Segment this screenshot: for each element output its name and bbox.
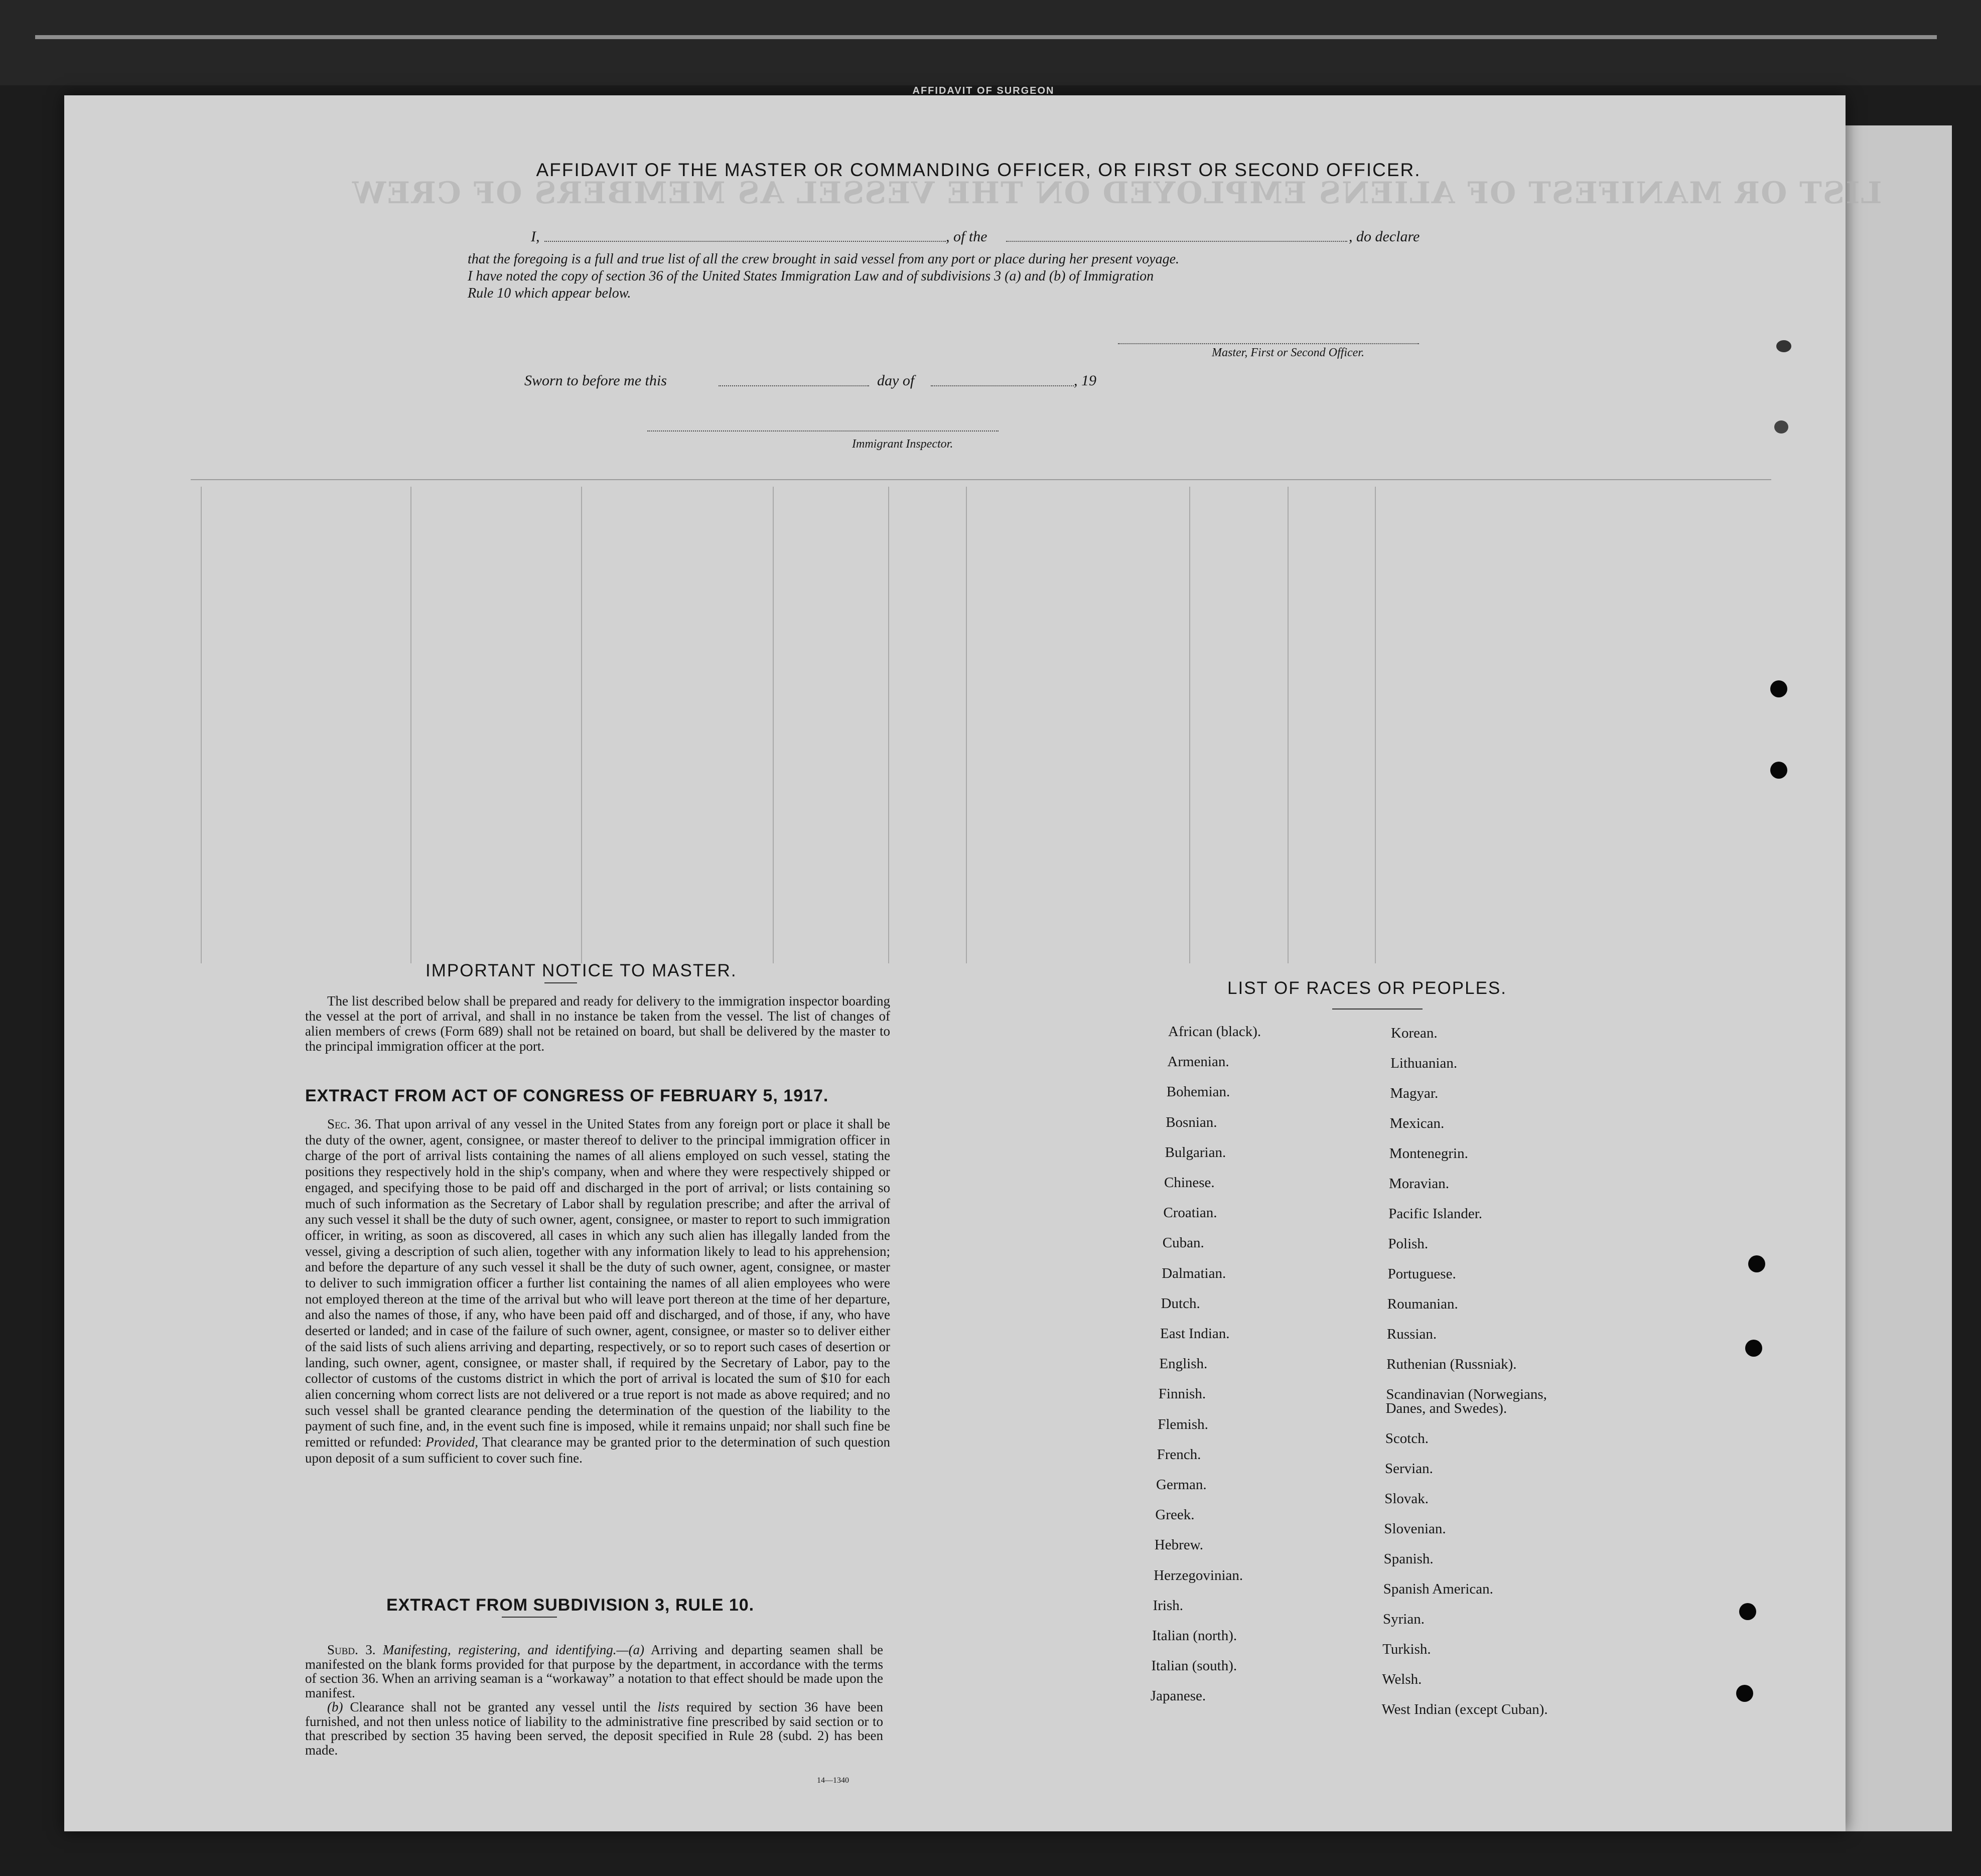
race-item: Russian.	[1387, 1326, 1437, 1342]
ghost-rule	[1189, 487, 1190, 963]
punch-hole-icon	[1736, 1685, 1753, 1702]
document-page	[64, 95, 1846, 1831]
subd-b-label: (b)	[327, 1699, 343, 1714]
race-item: Greek.	[1155, 1507, 1195, 1523]
race-item: Dalmatian.	[1162, 1265, 1226, 1281]
section-36-text	[305, 1116, 890, 1466]
section-36-paragraph	[305, 1116, 890, 1466]
notice-text	[305, 993, 890, 1054]
ghost-rule	[191, 479, 1771, 480]
sworn-label: Sworn to before me this	[524, 372, 667, 389]
master-signature-line	[1118, 343, 1419, 344]
of-the-label: , of the	[946, 228, 987, 245]
frame-edge	[35, 35, 1937, 39]
vessel-name-line	[1006, 241, 1347, 242]
clip-icon	[1776, 340, 1791, 352]
race-item: Syrian.	[1383, 1611, 1425, 1627]
ghost-rule	[966, 487, 967, 963]
subd-heading: Manifesting, registering, and identifying.—(a)	[382, 1642, 645, 1657]
race-item: Turkish.	[1382, 1641, 1431, 1657]
race-item: Magyar.	[1390, 1085, 1439, 1101]
punch-hole-icon	[1745, 1340, 1762, 1357]
punch-hole-icon	[1748, 1255, 1765, 1272]
master-signature-label: Master, First or Second Officer.	[1212, 346, 1364, 359]
punch-hole-icon	[1739, 1603, 1756, 1620]
extract-act-title: EXTRACT FROM ACT OF CONGRESS OF FEBRUARY 5, 1917.	[305, 1086, 829, 1105]
race-item: Ruthenian (Russniak).	[1386, 1356, 1517, 1372]
section-36-end: That clearance may be granted prior to the determination of such question upon deposit of a sum sufficient to cover such fine.	[305, 1434, 890, 1466]
race-item: East Indian.	[1160, 1326, 1230, 1342]
race-item: Portuguese.	[1387, 1266, 1456, 1282]
title-underline	[544, 982, 577, 983]
punch-hole-icon	[1770, 762, 1787, 779]
race-item: Danes, and Swedes).	[1385, 1400, 1507, 1416]
extract-rule-title: EXTRACT FROM SUBDIVISION 3, RULE 10.	[386, 1596, 755, 1615]
race-item: African (black).	[1168, 1024, 1261, 1040]
race-item: Bosnian.	[1166, 1114, 1217, 1130]
race-item: Welsh.	[1382, 1671, 1422, 1687]
race-item: Servian.	[1385, 1461, 1433, 1477]
declaration-line: I have noted the copy of section 36 of the United States Immigration Law and of subdivisions 3 (a) and (b) of Immigration	[468, 268, 1154, 284]
clip-icon	[1774, 420, 1788, 434]
race-item: Korean.	[1391, 1025, 1438, 1041]
race-item: Spanish.	[1383, 1551, 1434, 1567]
title-underline	[1332, 1008, 1423, 1009]
ghost-rule	[581, 487, 582, 963]
race-item: Mexican.	[1389, 1115, 1445, 1131]
header-stub: AFFIDAVIT OF SURGEON	[912, 85, 1055, 96]
race-item: Chinese.	[1164, 1175, 1215, 1191]
race-item: Slovenian.	[1384, 1521, 1446, 1537]
race-item: Cuban.	[1162, 1235, 1204, 1251]
ghost-rule	[201, 487, 202, 963]
subd-b-text-start: Clearance shall not be granted any vessel until the	[350, 1699, 651, 1714]
race-item: Finnish.	[1158, 1386, 1206, 1402]
ghost-rule	[410, 487, 411, 963]
race-item: Moravian.	[1389, 1176, 1449, 1192]
race-item: Italian (south).	[1151, 1658, 1237, 1674]
notice-paragraph: The list described below shall be prepared and ready for delivery to the immigration inspector boarding the vessel at the port of arrival, and shall in no instance be taken from the vessel. The list of changes of alien members of crews (Form 689) shall not be retained on board, but shall be delivered by the master to the principal immigration officer at the port.	[305, 993, 890, 1054]
declaration-line: Rule 10 which appear below.	[468, 285, 631, 301]
race-item: Croatian.	[1163, 1205, 1217, 1221]
race-item: French.	[1157, 1446, 1201, 1463]
lists-word: lists	[657, 1699, 679, 1714]
subd-a-text: Arriving and departing seamen shall be manifested on the blank forms provided for that purpose by the department, in accordance with the terms of section 36. When an arriving seaman is a “workaway” a notation to that effect should be made upon the manifest.	[305, 1642, 884, 1700]
race-item: German.	[1156, 1477, 1207, 1493]
race-item: Dutch.	[1161, 1295, 1200, 1312]
subdivision-3-text	[305, 1643, 883, 1757]
month-line	[931, 385, 1074, 386]
inspector-label: Immigrant Inspector.	[852, 438, 953, 451]
ghost-rule	[1288, 487, 1289, 963]
subd-b-paragraph	[305, 1700, 883, 1757]
section-36-body: That upon arrival of any vessel in the United States from any foreign port or place it shall be the duty of the owner, agent, consignee, or master thereof to deliver to the principal immigration officer in charge of the port of arrival lists containing the names of all aliens employed on such vessel, stating the positions they respectively hold in the ship's company, when and where they were respectively shipped or engaged, and specifying those to be paid off and discharged in the port of arrival; or lists containing so much of such information as the Secretary of Labor shall by regulation prescribe; and after the arrival of any such vessel it shall be the duty of such owner, agent, consignee, or master to report to such immigration officer, in writing, as soon as discovered, all cases in which any such alien has illegally landed from the vessel, giving a description of such alien, together with any information likely to lead to his apprehension; and before the departure of any such vessel it shall be the duty of such owner, agent, consignee, or master to deliver to such immigration officer a further list containing the names of all alien employees who were not employed thereon at the time of the arrival but who will leave port thereon at the time of her departure, and also the names of those, if any, who have been paid off and discharged, and of those, if any, who have deserted or landed; and in case of the failure of such owner, agent, consignee, or master so to deliver either of the said lists of such aliens arriving and departing, respectively, or so to report such cases of desertion or landing, such owner, agent, consignee, or master shall, if required by the Secretary of Labor, pay to the collector of customs of the customs district in which the port of arrival is located the sum of $10 for each alien concerning whom correct lists are not delivered or a true report is not made as above required; and no such vessel shall be granted clearance pending the determination of the question of the liability to the payment of such fine, and, in the event such fine is imposed, while it remains unpaid; nor shall such fine be remitted or refunded:	[305, 1116, 891, 1450]
subd-label: Subd. 3.	[327, 1642, 376, 1657]
form-number: 14—1340	[817, 1776, 849, 1785]
day-of-label: day of	[877, 372, 915, 389]
race-item: Scandinavian (Norwegians,	[1386, 1386, 1547, 1402]
race-item: Japanese.	[1150, 1688, 1206, 1704]
affidavit-title: AFFIDAVIT OF THE MASTER OR COMMANDING OFFICER, OR FIRST OR SECOND OFFICER.	[536, 160, 1421, 180]
master-name-line	[544, 241, 946, 242]
subd-a-paragraph	[305, 1643, 883, 1700]
race-item: Flemish.	[1158, 1416, 1208, 1432]
race-item: Pacific Islander.	[1388, 1206, 1483, 1222]
race-item: Polish.	[1388, 1236, 1429, 1252]
race-item: Italian (north).	[1152, 1628, 1237, 1644]
race-item: Irish.	[1153, 1597, 1184, 1614]
inspector-signature-line	[647, 430, 999, 431]
race-item: Hebrew.	[1154, 1537, 1203, 1553]
race-item: Spanish American.	[1383, 1581, 1493, 1597]
ghost-rule	[1375, 487, 1376, 963]
declaration-text	[468, 251, 1471, 302]
ghost-rule	[773, 487, 774, 963]
do-declare-label: , do declare	[1349, 228, 1420, 245]
punch-hole-icon	[1770, 680, 1787, 697]
race-item: Lithuanian.	[1390, 1055, 1458, 1071]
ghost-rule	[888, 487, 889, 963]
race-item: Montenegrin.	[1389, 1145, 1468, 1162]
year-label: , 19	[1074, 372, 1096, 389]
race-item: English.	[1159, 1356, 1208, 1372]
subd-b-text-end: required by section 36 have been furnished, and not then unless notice of liability to the administrative fine prescribed by said section or to that prescribed by section 35 having been served, the deposit specified in Rule 28 (subd. 2) has been made.	[305, 1699, 884, 1758]
notice-title: IMPORTANT NOTICE TO MASTER.	[426, 961, 737, 980]
bleed-through-title: LIST OR MANIFEST OF ALIENS EMPLOYED ON THE VESSEL AS MEMBERS OF CREW	[351, 176, 1882, 211]
race-item: Roumanian.	[1387, 1296, 1458, 1312]
race-item: Herzegovinian.	[1154, 1567, 1243, 1583]
race-item: Armenian.	[1167, 1054, 1229, 1070]
title-underline	[502, 1617, 557, 1618]
race-item: Bohemian.	[1166, 1084, 1230, 1100]
section-label: Sec. 36.	[327, 1116, 372, 1131]
race-item: West Indian (except Cuban).	[1381, 1701, 1548, 1717]
provided-label: Provided,	[426, 1434, 478, 1450]
race-item: Slovak.	[1384, 1491, 1429, 1507]
race-item: Bulgarian.	[1165, 1144, 1226, 1161]
race-item: Scotch.	[1385, 1430, 1429, 1447]
scanner-frame	[0, 0, 1981, 85]
races-title: LIST OF RACES OR PEOPLES.	[1227, 978, 1507, 998]
day-line	[719, 385, 869, 386]
declaration-line: that the foregoing is a full and true list of all the crew brought in said vessel from any port or place during her present voyage.	[468, 251, 1180, 267]
i-label: I,	[531, 228, 540, 245]
